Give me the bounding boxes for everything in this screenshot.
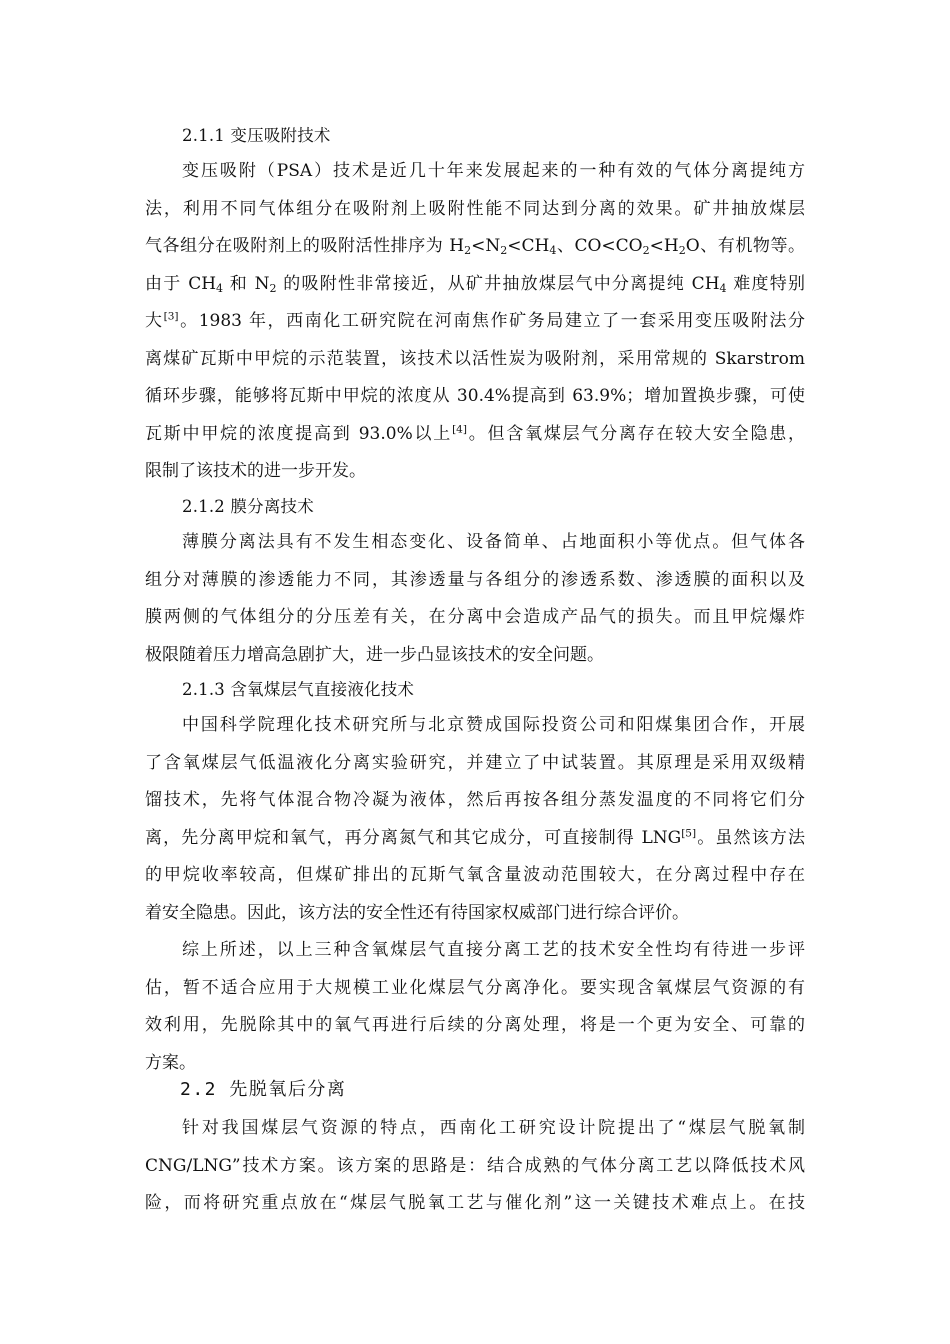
citation-ref[interactable]: [5]	[681, 827, 697, 840]
paragraph-line: 针对我国煤层气资源的特点，西南化工研究设计院提出了“煤层气脱氧制	[182, 1118, 805, 1138]
paragraph-line: 离，先分离甲烷和氧气，再分离氮气和其它成分，可直接制得 LNG[5]。虽然该方法	[145, 827, 805, 848]
section-heading-2-1-2: 2.1.2 膜分离技术	[182, 497, 314, 516]
paragraph-line: 薄膜分离法具有不发生相态变化、设备简单、占地面积小等优点。但气体各	[182, 532, 805, 552]
section-heading-2-2: 2.2 先脱氧后分离	[180, 1079, 347, 1100]
paragraph-line: 的甲烷收率较高，但煤矿排出的瓦斯气氧含量波动范围较大，在分离过程中存在	[145, 865, 805, 885]
paragraph-line: 方案。	[145, 1053, 196, 1073]
section-heading-2-1-3: 2.1.3 含氧煤层气直接液化技术	[182, 680, 415, 699]
paragraph-line: 效利用，先脱除其中的氧气再进行后续的分离处理，将是一个更为安全、可靠的	[145, 1015, 805, 1035]
paragraph-line: 由于 $CH_4$ 和 $N_2$ 的吸附性非常接近，从矿井抽放煤层气中分离提纯 $CH_4$ 难度特别	[145, 274, 805, 295]
paragraph-line: 组分对薄膜的渗透能力不同，其渗透量与各组分的渗透系数、渗透膜的面积以及	[145, 570, 805, 590]
paragraph-line: 膜两侧的气体组分的分压差有关，在分离中会造成产品气的损失。而且甲烷爆炸	[145, 607, 805, 627]
citation-ref[interactable]: [4]	[452, 423, 467, 436]
citation-ref[interactable]: [3]	[163, 310, 179, 323]
paragraph-line: 瓦斯中甲烷的浓度提高到 93.0%以上[4]。但含氧煤层气分离存在较大安全隐患，	[145, 423, 805, 444]
paragraph-line: 大[3]。1983 年，西南化工研究院在河南焦作矿务局建立了一套采用变压吸附法分	[145, 310, 805, 331]
paragraph-line: 变压吸附（PSA）技术是近几十年来发展起来的一种有效的气体分离提纯方	[182, 161, 805, 181]
paragraph-line: 离煤矿瓦斯中甲烷的示范装置，该技术以活性炭为吸附剂，采用常规的 Skarstrom	[145, 349, 805, 369]
paragraph-line: 综上所述，以上三种含氧煤层气直接分离工艺的技术安全性均有待进一步评	[182, 940, 805, 960]
paragraph-line: 了含氧煤层气低温液化分离实验研究，并建立了中试装置。其原理是采用双级精	[145, 753, 805, 773]
paragraph-line: 中国科学院理化技术研究所与北京赞成国际投资公司和阳煤集团合作，开展	[182, 715, 805, 735]
section-heading-2-1-1: 2.1.1 变压吸附技术	[182, 126, 331, 145]
paragraph-line: 着安全隐患。因此，该方法的安全性还有待国家权威部门进行综合评价。	[145, 903, 689, 923]
paragraph-line: 馏技术，先将气体混合物冷凝为液体，然后再按各组分蒸发温度的不同将它们分	[145, 790, 805, 810]
paragraph-line: 极限随着压力增高急剧扩大，进一步凸显该技术的安全问题。	[145, 645, 604, 665]
paragraph-line: 险，而将研究重点放在“煤层气脱氧工艺与催化剂”这一关键技术难点上。在技	[145, 1193, 805, 1213]
paragraph-line: CNG/LNG”技术方案。该方案的思路是：结合成熟的气体分离工艺以降低技术风	[145, 1156, 805, 1176]
paragraph-line: 估，暂不适合应用于大规模工业化煤层气分离净化。要实现含氧煤层气资源的有	[145, 978, 805, 998]
paragraph-line: 限制了该技术的进一步开发。	[145, 461, 366, 481]
paragraph-line: 气各组分在吸附剂上的吸附活性排序为 $H_2<N_2<CH_4$、$CO<CO_2<H_2O$、有机物等。	[145, 236, 805, 257]
paragraph-line: 循环步骤，能够将瓦斯中甲烷的浓度从 30.4%提高到 63.9%；增加置换步骤，可使	[145, 386, 805, 406]
paragraph-line: 法，利用不同气体组分在吸附剂上吸附性能不同达到分离的效果。矿井抽放煤层	[145, 199, 805, 219]
